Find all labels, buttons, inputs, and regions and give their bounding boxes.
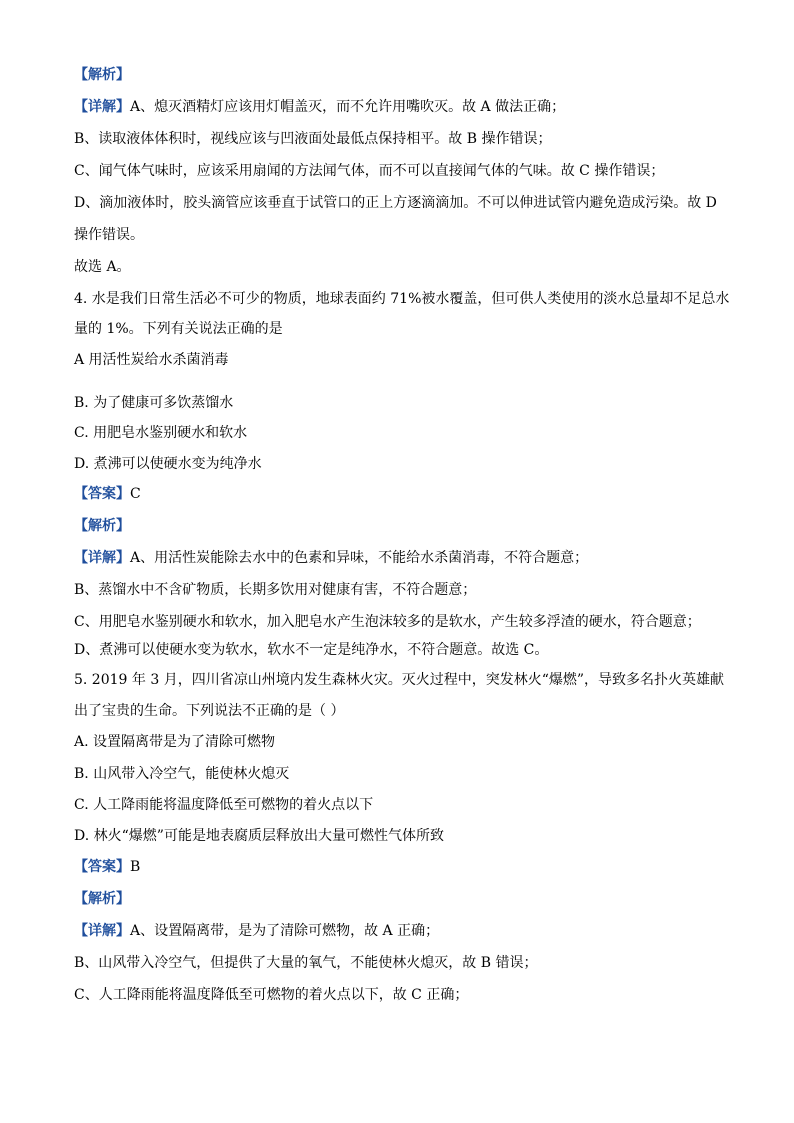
line-text: 4. 水是我们日常生活必不可少的物质，地球表面约 71%被水覆盖，但可供人类使用的淡水总量却不足总水	[74, 291, 730, 307]
line-text: A. 设置隔离带是为了清除可燃物	[74, 734, 276, 750]
section-tag: 【解析】	[74, 518, 130, 534]
text-line	[74, 985, 734, 1005]
text-line	[74, 548, 734, 568]
text-line	[74, 921, 734, 941]
line-text: 出了宝贵的生命。下列说法不正确的是（ ）	[74, 703, 345, 719]
text-line	[74, 257, 734, 277]
line-text: B. 山风带入冷空气，能使林火熄灭	[74, 766, 290, 782]
line-text: 操作错误。	[74, 227, 144, 243]
answer-line	[74, 484, 734, 504]
question-line	[74, 701, 734, 721]
section-tag: 【详解】	[74, 923, 130, 939]
text-line	[74, 225, 734, 245]
question-line	[74, 319, 734, 339]
answer-line	[74, 857, 734, 877]
option-line	[74, 454, 734, 474]
section-tag: 【解析】	[74, 67, 130, 83]
option-line	[74, 423, 734, 443]
line-text: C、闻气体气味时，应该采用扇闻的方法闻气体，而不可以直接闻气体的气味。故 C 操作错误；	[74, 163, 665, 179]
text-line	[74, 65, 734, 85]
line-text: C. 用肥皂水鉴别硬水和软水	[74, 425, 248, 441]
line-text: 故选 A。	[74, 259, 131, 275]
section-tag: 【答案】	[74, 859, 130, 875]
line-text: B、读取液体体积时，视线应该与凹液面处最低点保持相平。故 B 操作错误；	[74, 131, 552, 147]
text-line	[74, 640, 734, 660]
text-line	[74, 889, 734, 909]
text-line	[74, 516, 734, 536]
line-text: B. 为了健康可多饮蒸馏水	[74, 395, 234, 411]
option-line	[74, 826, 734, 846]
line-text: D. 林火“爆燃”可能是地表腐质层释放出大量可燃性气体所致	[74, 828, 444, 844]
section-tag: 【详解】	[74, 99, 130, 115]
section-tag: 【解析】	[74, 891, 130, 907]
option-line	[74, 795, 734, 815]
text-line	[74, 580, 734, 600]
line-text: D. 煮沸可以使硬水变为纯净水	[74, 456, 262, 472]
option-line	[74, 393, 734, 413]
section-tag: 【答案】	[74, 486, 130, 502]
text-line	[74, 612, 734, 632]
text-line	[74, 129, 734, 149]
line-text: 量的 1%。下列有关说法正确的是	[74, 321, 283, 337]
line-text: C	[130, 486, 141, 502]
line-text: 5. 2019 年 3 月，四川省凉山州境内发生森林火灾。灭火过程中，突发林火“爆燃”，导致多名扑火英雄献	[74, 672, 725, 688]
line-text: A、熄灭酒精灯应该用灯帽盖灭，而不允许用嘴吹灭。故 A 做法正确；	[130, 99, 566, 115]
text-line	[74, 97, 734, 117]
option-line	[74, 350, 734, 370]
line-text: A 用活性炭给水杀菌消毒	[74, 352, 229, 368]
question-line	[74, 289, 734, 309]
line-text: C. 人工降雨能将温度降低至可燃物的着火点以下	[74, 797, 374, 813]
line-text: A、用活性炭能除去水中的色素和异味，不能给水杀菌消毒，不符合题意；	[130, 550, 589, 566]
line-text: C、人工降雨能将温度降低至可燃物的着火点以下，故 C 正确；	[74, 987, 469, 1003]
option-line	[74, 732, 734, 752]
line-text: B	[130, 859, 141, 875]
line-text: D、煮沸可以使硬水变为软水，软水不一定是纯净水，不符合题意。故选 C。	[74, 642, 549, 658]
text-line	[74, 953, 734, 973]
line-text: C、用肥皂水鉴别硬水和软水，加入肥皂水产生泡沫较多的是软水，产生较多浮渣的硬水，符合题意；	[74, 614, 701, 630]
question-line	[74, 670, 734, 690]
line-text: A、设置隔离带，是为了清除可燃物，故 A 正确；	[130, 923, 440, 939]
line-text: D、滴加液体时，胶头滴管应该垂直于试管口的正上方逐滴滴加。不可以伸进试管内避免造成污染。故 D	[74, 195, 717, 211]
line-text: B、山风带入冷空气，但提供了大量的氧气，不能使林火熄灭，故 B 错误；	[74, 955, 538, 971]
text-line	[74, 193, 734, 213]
option-line	[74, 764, 734, 784]
line-text: B、蒸馏水中不含矿物质，长期多饮用对健康有害，不符合题意；	[74, 582, 477, 598]
text-line	[74, 161, 734, 181]
section-tag: 【详解】	[74, 550, 130, 566]
